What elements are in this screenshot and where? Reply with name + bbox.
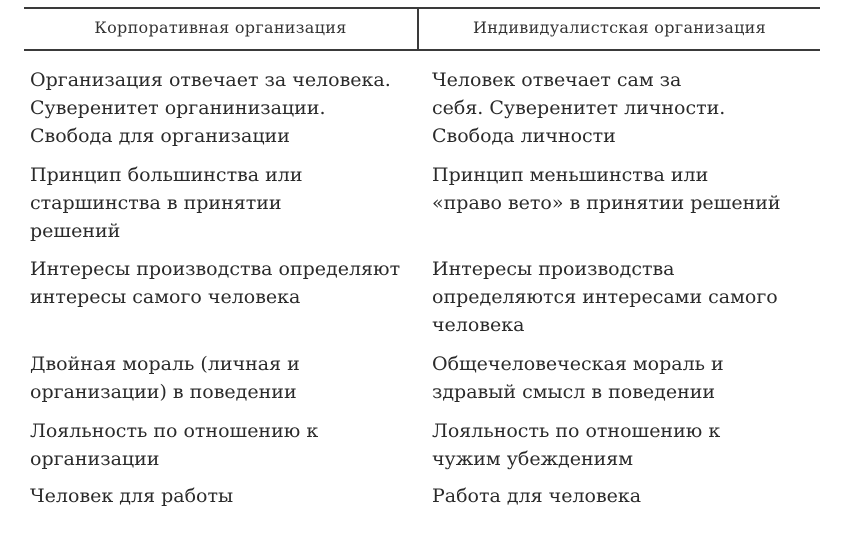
- cell-line: Двойная мораль (личная и: [30, 353, 300, 375]
- cell-line: Интересы производства: [432, 258, 675, 280]
- row-left-cell: [30, 482, 410, 510]
- cell-line: Человек отвечает сам за: [432, 69, 682, 91]
- cell-line: Лояльность по отношению к: [30, 420, 319, 442]
- cell-line: себя. Суверенитет личности.: [432, 97, 726, 119]
- cell-line: Лояльность по отношению к: [432, 420, 721, 442]
- row-right-cell: [432, 66, 824, 150]
- row-right-cell: [432, 161, 824, 217]
- row-left-cell: [30, 161, 410, 245]
- cell-line: чужим убеждениям: [432, 448, 634, 470]
- header-bottom-rule: [24, 49, 820, 51]
- row-right-cell: [432, 350, 824, 406]
- row-right-cell: [432, 417, 824, 473]
- row-left-cell: [30, 255, 410, 311]
- header-right: Индивидуалистская организация: [472, 18, 767, 37]
- row-left-cell: [30, 66, 410, 150]
- cell-line: интересы самого человека: [30, 286, 301, 308]
- cell-line: Работа для человека: [432, 485, 642, 507]
- cell-line: Человек для работы: [30, 485, 234, 507]
- cell-line: Свобода личности: [432, 125, 616, 147]
- row-left-cell: [30, 417, 410, 473]
- cell-line: Принцип меньшинства или: [432, 164, 709, 186]
- cell-line: старшинства в принятии: [30, 192, 282, 214]
- cell-line: человека: [432, 314, 525, 336]
- header-left: Корпоративная организация: [94, 18, 347, 37]
- comparison-table: [24, 0, 824, 546]
- cell-line: «право вето» в принятии решений: [432, 192, 781, 214]
- row-right-cell: [432, 255, 824, 339]
- cell-line: здравый смысл в поведении: [432, 381, 716, 403]
- cell-line: Принцип большинства или: [30, 164, 303, 186]
- row-right-cell: [432, 482, 824, 510]
- cell-line: Суверенитет органинизации.: [30, 97, 326, 119]
- cell-line: организации: [30, 448, 160, 470]
- cell-line: Общечеловеческая мораль и: [432, 353, 724, 375]
- cell-line: Свобода для организации: [30, 125, 290, 147]
- cell-line: определяются интересами самого: [432, 286, 778, 308]
- cell-line: организации) в поведении: [30, 381, 297, 403]
- cell-line: Интересы производства определяют: [30, 258, 401, 280]
- row-left-cell: [30, 350, 410, 406]
- cell-line: Организация отвечает за человека.: [30, 69, 391, 91]
- cell-line: решений: [30, 220, 121, 242]
